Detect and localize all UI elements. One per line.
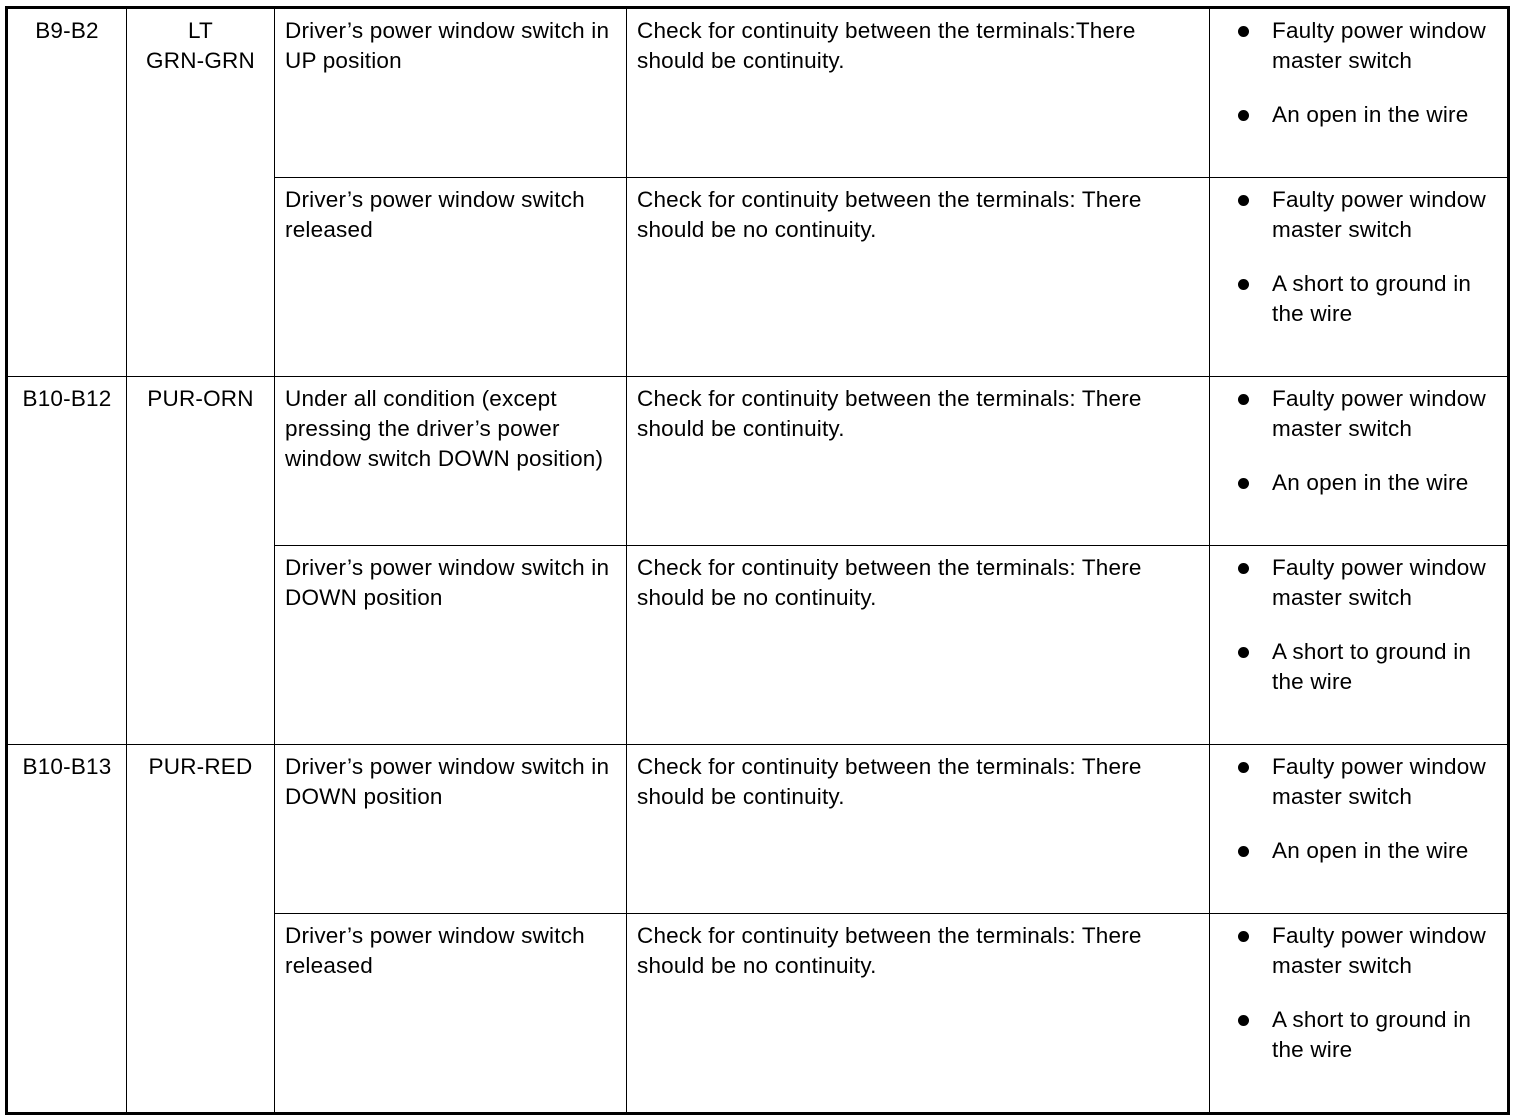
cause-text: An open in the wire bbox=[1272, 838, 1469, 863]
wire-color-cell: PUR-RED bbox=[127, 745, 275, 1114]
list-item bbox=[1236, 269, 1501, 329]
specification-cell: Check for continuity between the terminals: There should be no continuity. bbox=[627, 914, 1210, 1114]
table-row bbox=[7, 8, 1509, 178]
bullet-icon bbox=[1238, 1015, 1249, 1026]
condition-cell: Driver’s power window switch released bbox=[275, 914, 627, 1114]
cause-list bbox=[1236, 553, 1501, 697]
continuity-check-table bbox=[5, 6, 1510, 1115]
bullet-icon bbox=[1238, 846, 1249, 857]
bullet-icon bbox=[1238, 563, 1249, 574]
wire-color-cell bbox=[127, 8, 275, 377]
bullet-icon bbox=[1238, 110, 1249, 121]
condition-cell: Driver’s power window switch in DOWN position bbox=[275, 745, 627, 914]
cause-list bbox=[1236, 16, 1501, 130]
possible-cause-cell bbox=[1210, 914, 1509, 1114]
list-item bbox=[1236, 1005, 1501, 1065]
list-item bbox=[1236, 384, 1501, 444]
terminal-cell: B10-B13 bbox=[7, 745, 127, 1114]
bullet-icon bbox=[1238, 478, 1249, 489]
specification-cell: Check for continuity between the terminals:There should be continuity. bbox=[627, 8, 1210, 178]
cause-list bbox=[1236, 752, 1501, 866]
bullet-icon bbox=[1238, 26, 1249, 37]
bullet-icon bbox=[1238, 195, 1249, 206]
possible-cause-cell bbox=[1210, 377, 1509, 546]
specification-cell: Check for continuity between the terminals: There should be no continuity. bbox=[627, 178, 1210, 377]
list-item bbox=[1236, 553, 1501, 613]
cause-text: Faulty power window master switch bbox=[1272, 754, 1486, 809]
list-item bbox=[1236, 921, 1501, 981]
bullet-icon bbox=[1238, 647, 1249, 658]
wire-color-cell: PUR-ORN bbox=[127, 377, 275, 745]
specification-cell: Check for continuity between the terminals: There should be continuity. bbox=[627, 377, 1210, 546]
list-item bbox=[1236, 836, 1501, 866]
table-row bbox=[7, 377, 1509, 546]
cause-text: Faulty power window master switch bbox=[1272, 187, 1486, 242]
possible-cause-cell bbox=[1210, 546, 1509, 745]
list-item bbox=[1236, 100, 1501, 130]
wire-color-line: LT bbox=[188, 18, 213, 43]
cause-text: A short to ground in the wire bbox=[1272, 639, 1472, 694]
specification-cell: Check for continuity between the terminals: There should be continuity. bbox=[627, 745, 1210, 914]
cause-text: Faulty power window master switch bbox=[1272, 923, 1486, 978]
possible-cause-cell bbox=[1210, 178, 1509, 377]
cause-list bbox=[1236, 921, 1501, 1065]
condition-cell: Driver’s power window switch in DOWN position bbox=[275, 546, 627, 745]
terminal-cell: B10-B12 bbox=[7, 377, 127, 745]
cause-text: A short to ground in the wire bbox=[1272, 1007, 1472, 1062]
bullet-icon bbox=[1238, 762, 1249, 773]
cause-text: An open in the wire bbox=[1272, 470, 1469, 495]
condition-cell: Driver’s power window switch released bbox=[275, 178, 627, 377]
cause-text: Faulty power window master switch bbox=[1272, 386, 1486, 441]
cause-text: A short to ground in the wire bbox=[1272, 271, 1472, 326]
condition-cell: Driver’s power window switch in UP position bbox=[275, 8, 627, 178]
bullet-icon bbox=[1238, 931, 1249, 942]
possible-cause-cell bbox=[1210, 8, 1509, 178]
cause-text: Faulty power window master switch bbox=[1272, 18, 1486, 73]
table-row bbox=[7, 745, 1509, 914]
list-item bbox=[1236, 752, 1501, 812]
list-item bbox=[1236, 468, 1501, 498]
cause-text: An open in the wire bbox=[1272, 102, 1469, 127]
bullet-icon bbox=[1238, 279, 1249, 290]
list-item bbox=[1236, 637, 1501, 697]
condition-cell: Under all condition (except pressing the driver’s power window switch DOWN position) bbox=[275, 377, 627, 546]
cause-list bbox=[1236, 185, 1501, 329]
possible-cause-cell bbox=[1210, 745, 1509, 914]
list-item bbox=[1236, 16, 1501, 76]
specification-cell: Check for continuity between the terminals: There should be no continuity. bbox=[627, 546, 1210, 745]
list-item bbox=[1236, 185, 1501, 245]
cause-text: Faulty power window master switch bbox=[1272, 555, 1486, 610]
cause-list bbox=[1236, 384, 1501, 498]
wire-color-line: GRN-GRN bbox=[146, 48, 255, 73]
terminal-cell: B9-B2 bbox=[7, 8, 127, 377]
bullet-icon bbox=[1238, 394, 1249, 405]
